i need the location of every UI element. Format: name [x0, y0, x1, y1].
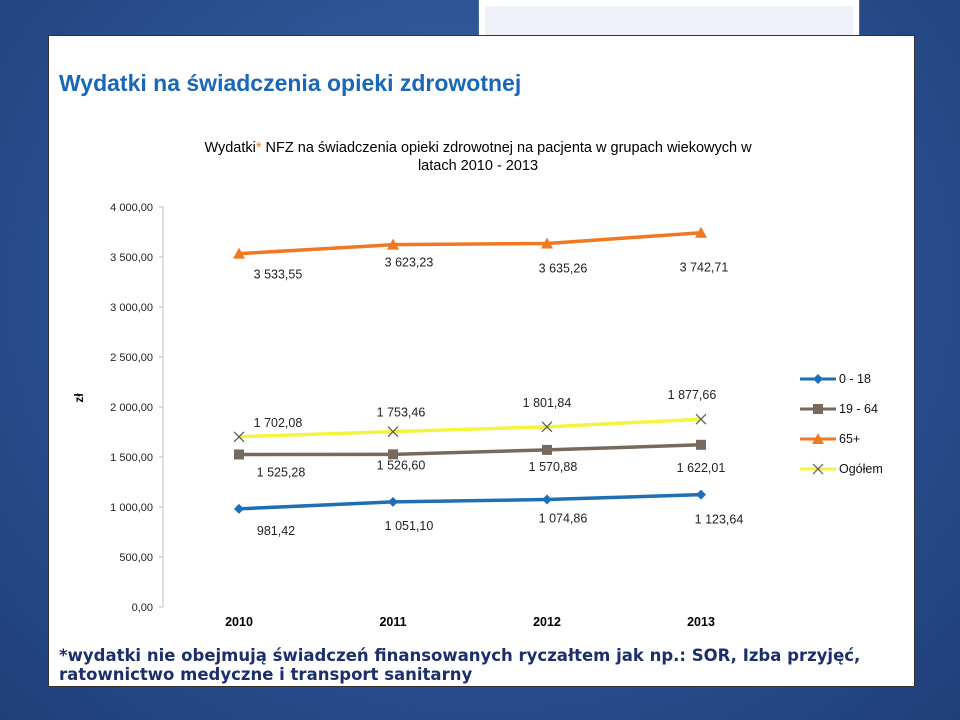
- series-line: [239, 233, 701, 254]
- y-tick-label: 2 000,00: [110, 402, 153, 414]
- legend-label: 19 - 64: [839, 402, 878, 416]
- chart-title-word: Wydatki: [204, 140, 256, 156]
- y-tick-label: 1 500,00: [110, 452, 153, 464]
- data-label: 1 525,28: [256, 465, 306, 480]
- data-label: 1 702,08: [253, 415, 303, 430]
- x-tick-labels: [225, 615, 715, 629]
- data-label: 1 123,64: [694, 512, 744, 527]
- data-label: 3 623,23: [384, 255, 434, 270]
- data-point-marker: [696, 440, 706, 450]
- chart-title-rest: NFZ na świadczenia opieki zdrowotnej na pacjenta w grupach wiekowych w: [261, 140, 752, 156]
- legend-marker: [813, 374, 823, 384]
- data-label: 3 635,26: [538, 261, 588, 276]
- y-tick-label: 4 000,00: [110, 202, 153, 214]
- y-tick-labels: [110, 202, 163, 614]
- data-point-marker: [234, 449, 244, 459]
- data-point-marker: [542, 445, 552, 455]
- y-tick-label: 500,00: [119, 552, 153, 564]
- data-label: 1 753,46: [376, 405, 426, 420]
- x-tick-label: 2010: [225, 615, 253, 629]
- legend-label: 65+: [839, 432, 861, 446]
- data-label: 981,42: [256, 523, 296, 538]
- y-tick-label: 2 500,00: [110, 352, 153, 364]
- chart-title-asterisk: *: [255, 140, 262, 156]
- data-label: 1 074,86: [538, 511, 588, 526]
- footnote: *wydatki nie obejmują świadczeń finansowanych ryczałtem jak np.: SOR, Izba przyjęć, ratownictwo medyczne i transport sanitarny: [59, 646, 861, 684]
- y-tick-label: 3 000,00: [110, 302, 153, 314]
- series-line: [239, 419, 701, 437]
- series-layer: [233, 227, 743, 538]
- y-tick-label: 0,00: [131, 602, 153, 614]
- x-tick-label: 2012: [533, 615, 561, 629]
- chart-title-line-2: latach 2010 - 2013: [417, 158, 539, 174]
- slide-heading: Wydatki na świadczenia opieki zdrowotnej: [59, 70, 522, 96]
- data-point-marker: [696, 490, 706, 500]
- data-label: 1 877,66: [667, 388, 717, 403]
- y-tick-label: 3 500,00: [110, 252, 153, 264]
- data-label: 1 801,84: [522, 395, 572, 410]
- series-line: [239, 445, 701, 455]
- data-label: 1 570,88: [528, 459, 578, 474]
- legend-label: 0 - 18: [839, 372, 871, 386]
- y-axis-label: zł: [72, 393, 86, 403]
- data-point-marker: [388, 497, 398, 507]
- data-label: 1 526,60: [376, 458, 426, 473]
- y-tick-label: 1 000,00: [110, 502, 153, 514]
- data-label: 3 742,71: [679, 260, 729, 275]
- data-point-marker: [542, 495, 552, 505]
- series-line: [239, 495, 701, 509]
- x-tick-label: 2013: [687, 615, 715, 629]
- chart-title-line-1: [204, 140, 752, 156]
- data-label: 1 051,10: [384, 518, 434, 533]
- legend: [800, 372, 883, 476]
- data-point-marker: [234, 504, 244, 514]
- legend-label: Ogółem: [839, 462, 883, 476]
- legend-marker: [813, 404, 823, 414]
- x-tick-label: 2011: [379, 615, 407, 629]
- data-label: 1 622,01: [676, 460, 726, 475]
- data-label: 3 533,55: [253, 267, 303, 282]
